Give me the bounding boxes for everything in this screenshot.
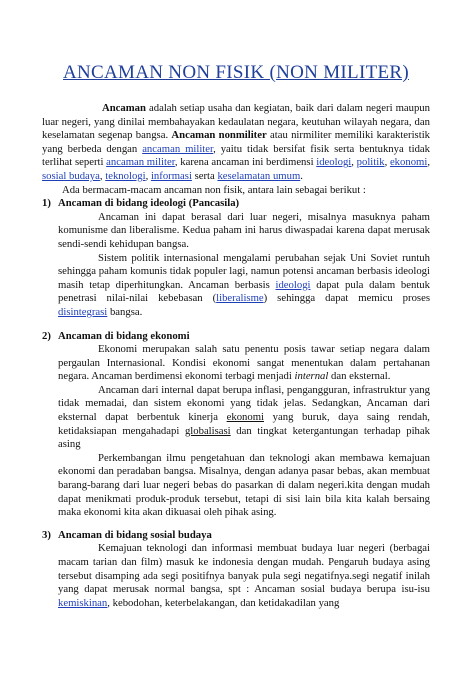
link-informasi[interactable]: informasi xyxy=(150,169,192,182)
section-heading: 2) Ancaman di bidang ekonomi xyxy=(42,329,190,342)
paragraph: Ancaman ini dapat berasal dari luar negeri, misalnya masuknya paham komunisme dan liberalisme. Kedua paham ini harus diwaspadai karena dapat merusak sendi-sendi kehidupan bangsa. xyxy=(58,210,430,250)
link-sosial-budaya[interactable]: sosial budaya xyxy=(42,169,100,182)
page-title: ANCAMAN NON FISIK (NON MILITER) xyxy=(62,62,409,83)
link-kemiskinan[interactable]: kemiskinan xyxy=(58,596,108,609)
document-body xyxy=(42,102,430,610)
section-ideologi xyxy=(42,197,430,319)
link-politik[interactable]: politik xyxy=(356,156,385,169)
paragraph: Sistem politik internasional mengalami perubahan sejak Uni Soviet runtuh sehingga paham komunis tidak populer lagi, namun potensi ancaman berbasis ideologi masih tetap diperhitungkan. Ancaman berbasis ideologi dapat pula dalam bentuk penetrasi nilai-nilai kebebasan (liberalisme) sehingga dapat memicu proses disintegrasi bangsa. xyxy=(58,251,430,318)
intro-paragraph: Ancaman adalah setiap usaha dan kegiatan, baik dari dalam negeri maupun luar negeri, yang dinilai membahayakan kedaulatan negara, keutuhan wilayah negara, dan keselamatan segenap bangsa. Ancaman nonmiliter atau nirmiliter memiliki karakteristik yang berbeda dengan ancaman militer, yaitu tidak bersifat fisik serta bentuknya tidak terlihat seperti ancaman militer, karena ancaman ini berdimensi ideologi, politik, ekonomi, sosial budaya, teknologi, informasi serta keselamatan umum. xyxy=(42,102,431,182)
paragraph: Kemajuan teknologi dan informasi membuat budaya luar negeri (berbagai macam tarian dan film) masuk ke indonesia dengan mudah. Pengaruh budaya asing tersebut disamping ada segi positifnya banyak pula segi negatifnya.segi negatif inilah yang dapat merusak normal bangsa, spt : Ancaman sosial budaya berupa isu-isu kemiskinan, kebodohan, keterbelakangan, dan ketidakadilan yang xyxy=(58,542,430,609)
link-ancaman-militer-2[interactable]: ancaman militer xyxy=(106,156,175,169)
paragraph: Perkembangan ilmu pengetahuan dan teknologi akan membawa kemajuan ekonomi dan peradaban bangsa. Misalnya, dengan adanya pasar bebas, akan membuat barang-barang dari luar negeri bebas do pasarkan di dalam negeri.kita dengan mudah dapat menikmati produk-produk tersebut, tetapi di sisi lain bila kita kalah bersaing maka ekonomi kita akan dikuasai oleh pihak asing. xyxy=(58,451,430,519)
document-page xyxy=(0,62,474,694)
link-ideologi[interactable]: ideologi xyxy=(316,156,352,169)
section-ekonomi xyxy=(42,330,430,520)
link-liberalisme[interactable]: liberalisme xyxy=(216,292,264,305)
paragraph: Ancaman dari internal dapat berupa inflasi, pengangguran, infrastruktur yang tidak memadai, dan sistem ekonomi yang tidak jelas. Sedangkan, Ancaman dari eksternal dapat berbentuk kinerja ekonomi yang buruk, daya saing rendah, ketidaksiapan mengahadapi globalisasi dan tingkat ketergantungan terhadap pihak asing xyxy=(58,383,430,451)
section-sosial-budaya xyxy=(42,529,430,611)
link-disintegrasi[interactable]: disintegrasi xyxy=(58,305,108,318)
link-ekonomi[interactable]: ekonomi xyxy=(389,156,428,169)
section-heading: 1) Ancaman di bidang ideologi (Pancasila) xyxy=(42,197,240,210)
term-ancaman-nonmiliter: Ancaman nonmiliter xyxy=(171,129,267,142)
list-intro: Ada bermacam-macam ancaman non fisik, antara lain sebagai berikut : xyxy=(62,183,366,196)
link-ancaman-militer[interactable]: ancaman militer xyxy=(142,142,214,155)
link-ideologi-2[interactable]: ideologi xyxy=(275,278,311,291)
link-teknologi[interactable]: teknologi xyxy=(105,169,146,182)
section-heading: 3) Ancaman di bidang sosial budaya xyxy=(42,528,212,541)
term-ancaman: Ancaman xyxy=(102,102,146,114)
paragraph: Ekonomi merupakan salah satu penentu posis tawar setiap negara dalam pergaulan Internasional. Kondisi ekonomi sangat menentukan dalam pertahanan negara. Ancaman berdimensi ekonomi terbagi menjadi internal dan eksternal. xyxy=(58,343,430,383)
link-keselamatan-umum[interactable]: keselamatan umum xyxy=(217,169,301,182)
